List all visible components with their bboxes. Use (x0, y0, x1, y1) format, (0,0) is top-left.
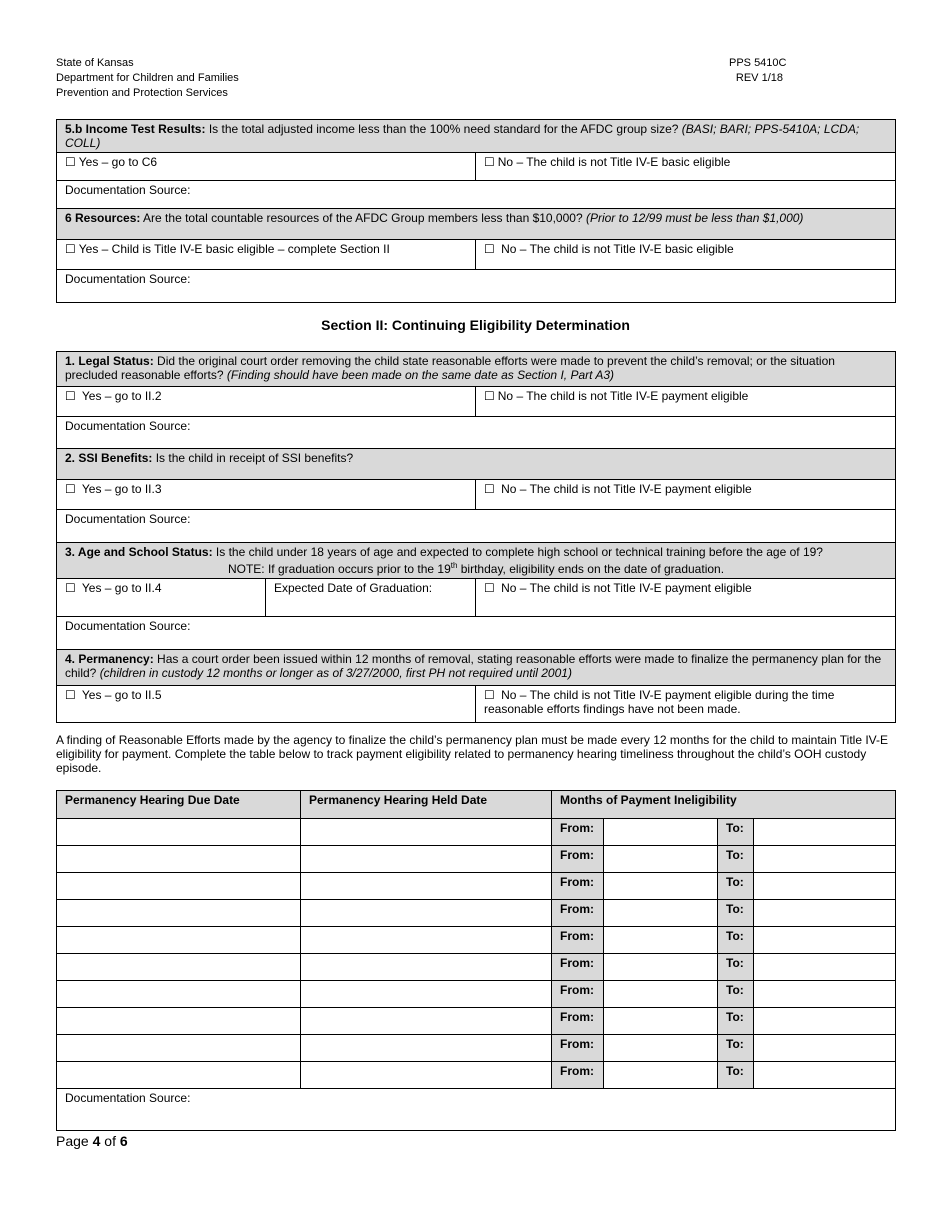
from-label: From: (552, 1035, 604, 1062)
from-date-cell[interactable] (604, 900, 718, 927)
checkbox-icon[interactable]: ☐ (484, 389, 495, 403)
held-date-cell[interactable] (301, 927, 552, 954)
q1-no-option[interactable]: ☐ No – The child is not Title IV-E payment eligible (476, 387, 896, 417)
q1-documentation-field[interactable]: Documentation Source: (57, 417, 896, 449)
from-date-cell[interactable] (604, 873, 718, 900)
q4-yes-option[interactable]: ☐ Yes – go to II.5 (57, 686, 476, 723)
from-date-cell[interactable] (604, 981, 718, 1008)
to-label: To: (718, 1008, 754, 1035)
q3-yes-option[interactable]: ☐ Yes – go to II.4 (57, 579, 266, 617)
to-label: To: (718, 981, 754, 1008)
to-label: To: (718, 927, 754, 954)
to-label: To: (718, 900, 754, 927)
q6-yes-option[interactable]: ☐ Yes – Child is Title IV-E basic eligible – complete Section II (57, 240, 476, 270)
col-header-months-ineligibility: Months of Payment Ineligibility (552, 791, 896, 819)
permanency-tracking-table (56, 790, 896, 1131)
due-date-cell[interactable] (57, 954, 301, 981)
held-date-cell[interactable] (301, 1008, 552, 1035)
tracking-row (57, 1008, 896, 1035)
tracking-row (57, 873, 896, 900)
held-date-cell[interactable] (301, 981, 552, 1008)
tracking-row (57, 846, 896, 873)
q5b-documentation-field[interactable]: Documentation Source: (57, 181, 896, 209)
tracking-row (57, 927, 896, 954)
from-date-cell[interactable] (604, 1035, 718, 1062)
tracking-row (57, 1035, 896, 1062)
to-date-cell[interactable] (754, 927, 896, 954)
col-header-due-date: Permanency Hearing Due Date (57, 791, 301, 819)
form-number: PPS 5410C (729, 57, 787, 69)
from-label: From: (552, 900, 604, 927)
from-label: From: (552, 819, 604, 846)
held-date-cell[interactable] (301, 954, 552, 981)
held-date-cell[interactable] (301, 846, 552, 873)
page-number: Page 4 of 6 (56, 1133, 128, 1149)
tracking-row (57, 900, 896, 927)
from-label: From: (552, 927, 604, 954)
q6-no-option[interactable]: ☐ No – The child is not Title IV-E basic eligible (476, 240, 896, 270)
to-label: To: (718, 1062, 754, 1089)
due-date-cell[interactable] (57, 927, 301, 954)
checkbox-icon[interactable]: ☐ (65, 482, 76, 496)
from-date-cell[interactable] (604, 954, 718, 981)
q4-no-option[interactable]: ☐ No – The child is not Title IV-E payment eligible during the time reasonable efforts findings have not been made. (476, 686, 896, 723)
checkbox-icon[interactable]: ☐ (484, 155, 495, 169)
from-date-cell[interactable] (604, 1062, 718, 1089)
q4-permanency-question: 4. Permanency: Has a court order been issued within 12 months of removal, stating reasonable efforts were made to finalize the permanency plan for the child? (children in custody 12 months or longer as of 3/27/2000, first PH not required until 2001) (57, 650, 896, 686)
held-date-cell[interactable] (301, 1062, 552, 1089)
to-label: To: (718, 873, 754, 900)
q3-note: NOTE: If graduation occurs prior to the 19th birthday, eligibility ends on the date of graduation. (227, 561, 725, 576)
q1-yes-option[interactable]: ☐ Yes – go to II.2 (57, 387, 476, 417)
to-date-cell[interactable] (754, 900, 896, 927)
q2-yes-option[interactable]: ☐ Yes – go to II.3 (57, 480, 476, 510)
tracking-row (57, 819, 896, 846)
checkbox-icon[interactable]: ☐ (484, 581, 495, 595)
due-date-cell[interactable] (57, 1062, 301, 1089)
checkbox-icon[interactable]: ☐ (65, 581, 76, 595)
tracking-row (57, 954, 896, 981)
checkbox-icon[interactable]: ☐ (65, 155, 76, 169)
to-label: To: (718, 954, 754, 981)
tracking-row (57, 981, 896, 1008)
agency-line-2: Department for Children and Families (56, 72, 239, 84)
from-label: From: (552, 1062, 604, 1089)
agency-line-1: State of Kansas (56, 57, 134, 69)
from-label: From: (552, 846, 604, 873)
checkbox-icon[interactable]: ☐ (484, 688, 495, 702)
tracking-row (57, 1062, 896, 1089)
form-id-header (729, 56, 787, 86)
q3-age-school-question: 3. Age and School Status: Is the child under 18 years of age and expected to complete high school or technical training before the age of 19? NOTE: If graduation occurs prior to the 19th birthday, eligibility ends on the date of graduation. (57, 543, 896, 579)
due-date-cell[interactable] (57, 1035, 301, 1062)
from-label: From: (552, 954, 604, 981)
to-label: To: (718, 819, 754, 846)
to-date-cell[interactable] (754, 1035, 896, 1062)
q2-no-option[interactable]: ☐ No – The child is not Title IV-E payment eligible (476, 480, 896, 510)
q3-no-option[interactable]: ☐ No – The child is not Title IV-E payment eligible (476, 579, 896, 617)
held-date-cell[interactable] (301, 819, 552, 846)
due-date-cell[interactable] (57, 873, 301, 900)
q5b-no-option[interactable]: ☐ No – The child is not Title IV-E basic eligible (476, 153, 896, 181)
checkbox-icon[interactable]: ☐ (484, 242, 495, 256)
from-label: From: (552, 873, 604, 900)
from-label: From: (552, 1008, 604, 1035)
q3-documentation-field[interactable]: Documentation Source: (57, 617, 896, 650)
due-date-cell[interactable] (57, 819, 301, 846)
tracking-documentation-field[interactable]: Documentation Source: (57, 1089, 896, 1131)
held-date-cell[interactable] (301, 1035, 552, 1062)
col-header-held-date: Permanency Hearing Held Date (301, 791, 552, 819)
checkbox-icon[interactable]: ☐ (484, 482, 495, 496)
to-label: To: (718, 846, 754, 873)
section2-title: Section II: Continuing Eligibility Determination (321, 317, 630, 333)
from-date-cell[interactable] (604, 846, 718, 873)
to-date-cell[interactable] (754, 1008, 896, 1035)
q6-documentation-field[interactable]: Documentation Source: (57, 270, 896, 303)
due-date-cell[interactable] (57, 846, 301, 873)
held-date-cell[interactable] (301, 900, 552, 927)
held-date-cell[interactable] (301, 873, 552, 900)
to-date-cell[interactable] (754, 819, 896, 846)
q2-ssi-question: 2. SSI Benefits: Is the child in receipt of SSI benefits? (57, 449, 896, 480)
due-date-cell[interactable] (57, 981, 301, 1008)
tracking-rows (57, 819, 896, 1089)
agency-line-3: Prevention and Protection Services (56, 87, 228, 99)
agency-header (56, 56, 239, 101)
to-label: To: (718, 1035, 754, 1062)
checkbox-icon[interactable]: ☐ (65, 242, 76, 256)
to-date-cell[interactable] (754, 981, 896, 1008)
q1-legal-status-question: 1. Legal Status: Did the original court order removing the child state reasonable efforts were made to prevent the child’s removal; or the situation precluded reasonable efforts? (Finding should have been made on the same date as Section I, Part A3) (57, 352, 896, 387)
q3-graduation-date-field[interactable]: Expected Date of Graduation: (266, 579, 476, 617)
due-date-cell[interactable] (57, 900, 301, 927)
form-revision: REV 1/18 (735, 72, 783, 84)
reasonable-efforts-instructions: A finding of Reasonable Efforts made by the agency to finalize the child’s permanency plan must be made every 12 months for the child to maintain Title IV-E eligibility for payment. Complete the table below to track payment eligibility related to permanency hearing timeliness throughout the child’s OOH custody episode. (56, 733, 889, 775)
from-label: From: (552, 981, 604, 1008)
section1-table (56, 119, 896, 303)
to-date-cell[interactable] (754, 1062, 896, 1089)
to-date-cell[interactable] (754, 846, 896, 873)
from-date-cell[interactable] (604, 819, 718, 846)
q5b-question: 5.b Income Test Results: Is the total adjusted income less than the 100% need standard for the AFDC group size? (BASI; BARI; PPS-5410A; LCDA; COLL) (57, 120, 896, 153)
q5b-yes-option[interactable]: ☐ Yes – go to C6 (57, 153, 476, 181)
q6-question: 6 Resources: Are the total countable resources of the AFDC Group members less than $10,000? (Prior to 12/99 must be less than $1,000) (57, 209, 896, 240)
due-date-cell[interactable] (57, 1008, 301, 1035)
to-date-cell[interactable] (754, 873, 896, 900)
to-date-cell[interactable] (754, 954, 896, 981)
q2-documentation-field[interactable]: Documentation Source: (57, 510, 896, 543)
checkbox-icon[interactable]: ☐ (65, 688, 76, 702)
from-date-cell[interactable] (604, 1008, 718, 1035)
from-date-cell[interactable] (604, 927, 718, 954)
section2-table (56, 351, 896, 723)
checkbox-icon[interactable]: ☐ (65, 389, 76, 403)
